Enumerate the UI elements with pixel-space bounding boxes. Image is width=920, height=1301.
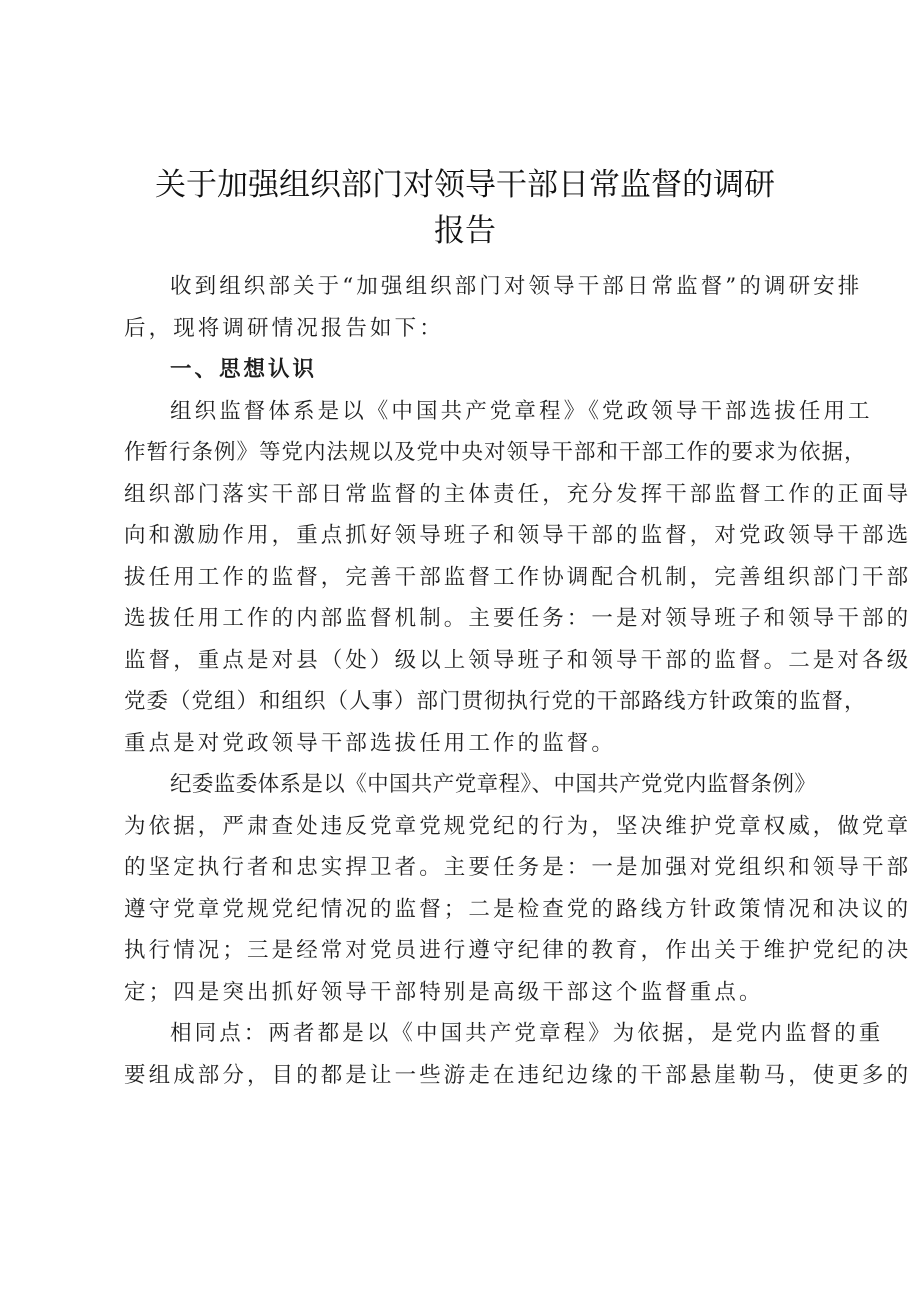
paragraph-line: 拔任用工作的监督，完善干部监督工作协调配合机制，完善组织部门干部: [124, 564, 912, 590]
title-line-2: 报告: [434, 213, 496, 249]
intro-line: 收到组织部关于“加强组织部门对领导干部日常监督”的调研安排: [170, 274, 863, 299]
paragraph-line: 向和激励作用，重点抓好领导班子和领导干部的监督，对党政领导干部选: [124, 523, 912, 548]
paragraph-line: 监督，重点是对县（处）级以上领导班子和领导干部的监督。二是对各级: [124, 647, 912, 673]
document-body: [124, 266, 912, 1096]
paragraph-line: 组织部门落实干部日常监督的主体责任，充分发挥干部监督工作的正面导: [124, 481, 912, 507]
paragraph-line: 为依据，严肃查处违反党章党规党纪的行为，坚决维护党章权威，做党章: [124, 813, 912, 839]
intro-paragraph: [124, 266, 863, 349]
paragraph-line: 的坚定执行者和忠实捍卫者。主要任务是：一是加强对党组织和领导干部: [124, 855, 912, 880]
intro-line: 后，现将调研情况报告如下：: [124, 315, 444, 341]
paragraph-line: 遵守党章党规党纪情况的监督；二是检查党的路线方针政策情况和决议的: [124, 896, 912, 922]
paragraph-line: 党委（党组）和组织（人事）部门贯彻执行党的干部路线方针政策的监督，: [124, 689, 867, 714]
paragraph-line: 要组成部分，目的都是让一些游走在违纪边缘的干部悬崖勒马，使更多的: [124, 1062, 912, 1088]
paragraph-line: 执行情况；三是经常对党员进行遵守纪律的教育，作出关于维护党纪的决: [124, 938, 912, 963]
paragraph-discipline-supervision: [124, 764, 912, 1013]
paragraph-line: 纪委监委体系是以《中国共产党章程》、中国共产党党内监督条例》: [170, 772, 817, 797]
section-heading: 一、思想认识: [170, 357, 318, 382]
paragraph-line: 重点是对党政领导干部选拔任用工作的监督。: [124, 730, 617, 756]
paragraph-line: 选拔任用工作的内部监督机制。主要任务：一是对领导班子和领导干部的: [124, 606, 912, 631]
title-line-1: 关于加强组织部门对领导干部日常监督的调研: [155, 167, 775, 203]
paragraph-line: 组织监督体系是以《中国共产党章程》《党政领导干部选拔任用工: [170, 398, 873, 424]
paragraph-similarities: [124, 1013, 912, 1096]
paragraph-organization-supervision: [124, 391, 912, 765]
paragraph-line: 定；四是突出抓好领导干部特别是高级干部这个监督重点。: [124, 979, 764, 1005]
document-title: [120, 162, 810, 254]
paragraph-line: 相同点：两者都是以《中国共产党章程》为依据，是党内监督的重: [170, 1021, 884, 1046]
paragraph-line: 作暂行条例》等党内法规以及党中央对领导干部和干部工作的要求为依据，: [124, 440, 867, 465]
